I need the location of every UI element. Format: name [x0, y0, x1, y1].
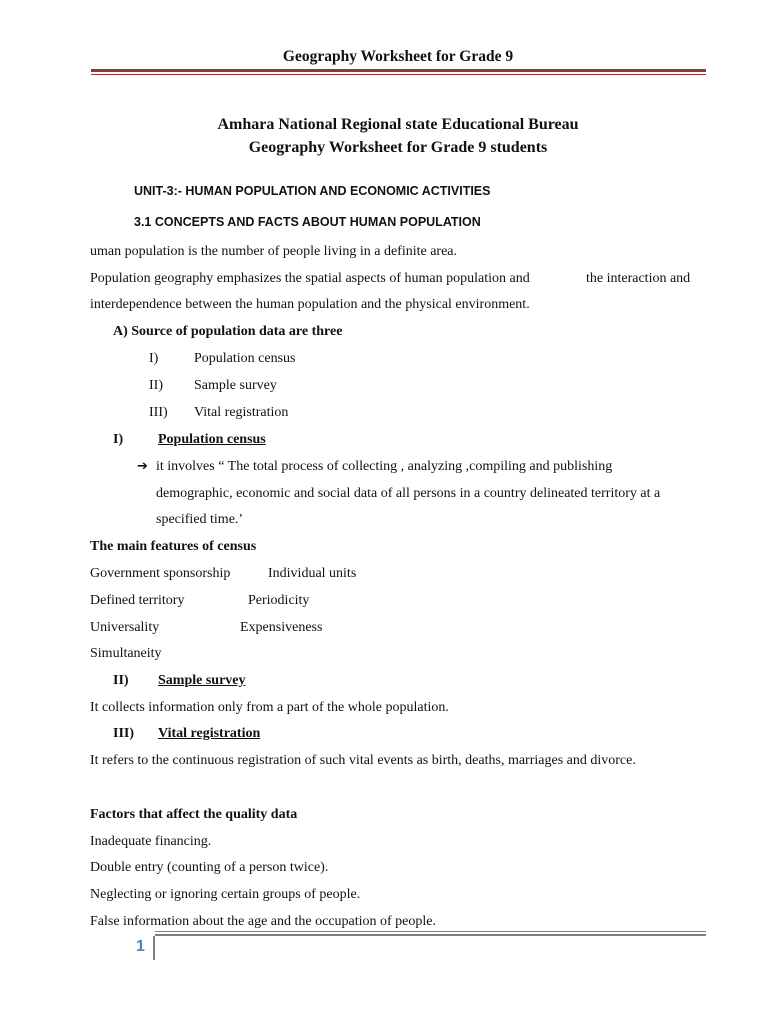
footer-divider: [153, 936, 155, 960]
sample-heading: Sample survey: [158, 673, 246, 688]
factor-item: Neglecting or ignoring certain groups of people.: [90, 887, 361, 902]
paragraph-definition: uman population is the number of people living in a definite area.: [90, 244, 458, 259]
vital-num: III): [113, 726, 135, 741]
feature-item: Periodicity: [248, 593, 310, 608]
footer-rule-thin: [155, 931, 706, 932]
census-definition-line2: demographic, economic and social data of all persons in a country delineated territory at a: [156, 486, 661, 501]
source-label-2: Sample survey: [194, 378, 277, 393]
source-label-3: Vital registration: [194, 405, 289, 420]
page-number: 1: [136, 938, 145, 955]
source-num-2: II): [149, 378, 163, 393]
paragraph-population-geography-cont: the interaction and: [586, 271, 691, 286]
census-definition-line3: specified time.’: [156, 512, 244, 527]
census-heading: Population census: [158, 432, 266, 447]
paragraph-population-geography-line2: interdependence between the human population and the physical environment.: [90, 297, 530, 312]
factor-item: False information about the age and the occupation of people.: [90, 914, 437, 929]
feature-item: Individual units: [268, 566, 357, 581]
source-label-1: Population census: [194, 351, 296, 366]
sample-num: II): [113, 673, 129, 688]
feature-item: Expensiveness: [240, 620, 323, 635]
factor-item: Inadequate financing.: [90, 834, 212, 849]
feature-item: Government sponsorship: [90, 566, 231, 581]
census-num: I): [113, 432, 124, 447]
feature-item: Universality: [90, 620, 160, 635]
header-rule-thick: [91, 69, 706, 72]
arrow-right-icon: ➔: [137, 459, 148, 474]
factor-item: Double entry (counting of a person twice).: [90, 860, 329, 875]
bureau-title: Amhara National Regional state Educational Bureau: [217, 116, 579, 133]
feature-item: Defined territory: [90, 593, 185, 608]
sources-heading: A) Source of population data are three: [113, 324, 343, 339]
vital-text: It refers to the continuous registration of such vital events as birth, deaths, marriages and divorce.: [90, 753, 636, 768]
running-header-title: Geography Worksheet for Grade 9: [282, 48, 514, 65]
header-rule-thin: [91, 74, 706, 75]
source-num-3: III): [149, 405, 168, 420]
sample-text: It collects information only from a part of the whole population.: [90, 700, 449, 715]
source-num-1: I): [149, 351, 159, 366]
footer-rule-thick: [155, 934, 706, 936]
factors-heading: Factors that affect the quality data: [90, 807, 298, 822]
features-heading: The main features of census: [90, 539, 257, 554]
vital-heading: Vital registration: [158, 726, 261, 741]
document-subtitle: Geography Worksheet for Grade 9 students: [248, 139, 548, 156]
feature-item: Simultaneity: [90, 646, 162, 661]
unit-heading: UNIT-3:- HUMAN POPULATION AND ECONOMIC ACTIVITIES: [134, 184, 491, 198]
paragraph-population-geography: Population geography emphasizes the spatial aspects of human population and: [90, 271, 530, 286]
section-heading: 3.1 CONCEPTS AND FACTS ABOUT HUMAN POPULATION: [134, 215, 481, 229]
census-definition-line1: it involves “ The total process of collecting , analyzing ,compiling and publishing: [156, 459, 613, 474]
